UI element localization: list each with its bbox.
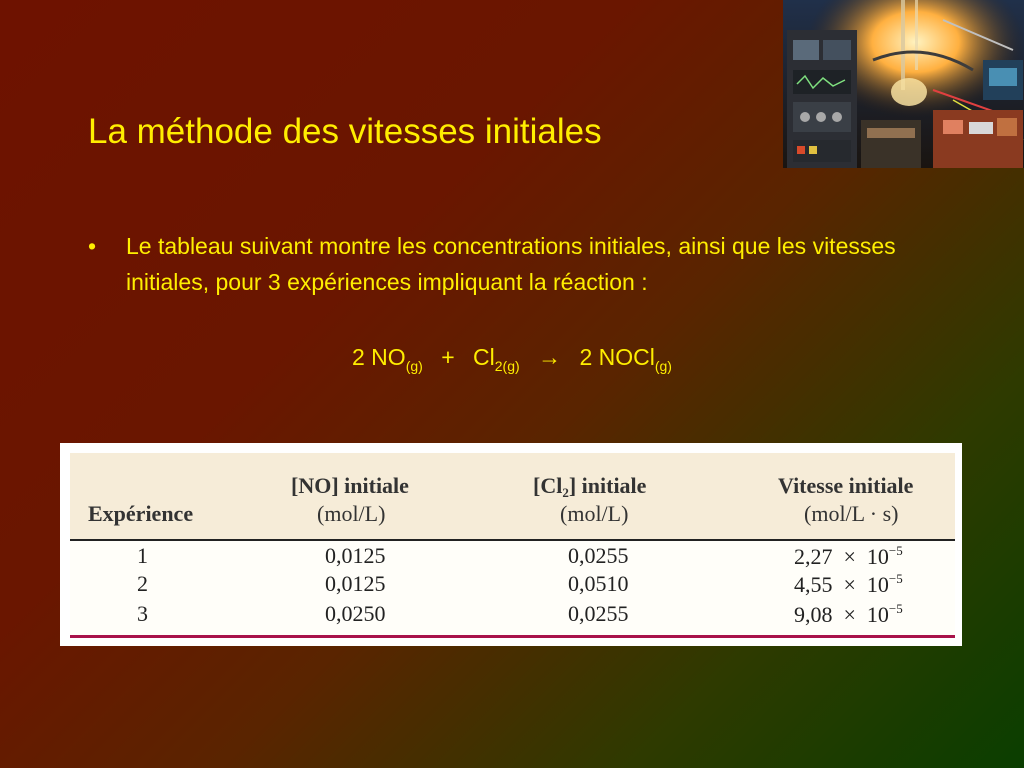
equation-state-3: (g) xyxy=(654,358,672,374)
row-3-rate-exp: −5 xyxy=(888,601,903,616)
row-3-cl2: 0,0255 xyxy=(568,601,629,626)
header-cl2-open: [Cl xyxy=(533,473,563,498)
equation-reactant-2: Cl xyxy=(473,344,495,370)
row-2-rate-mantissa: 4,55 xyxy=(794,572,833,597)
row-2-rate-base: 10 xyxy=(866,572,889,597)
header-cl2-close: ] initiale xyxy=(568,473,647,498)
equation-reactant-1: 2 NO xyxy=(352,344,406,370)
header-rate: Vitesse initiale xyxy=(778,473,914,498)
row-3-times: × xyxy=(843,602,856,627)
row-1-rate-exp: −5 xyxy=(888,543,903,558)
laboratory-photo-icon xyxy=(783,0,1024,168)
row-2-rate xyxy=(794,571,903,598)
row-1-times: × xyxy=(843,544,856,569)
row-1-rate xyxy=(794,543,903,570)
reaction-equation xyxy=(0,344,1024,374)
bullet-text: Le tableau suivant montre les concentrations initiales, ainsi que les vitesses initiales, pour 3 expériences impliquant la réaction : xyxy=(126,233,896,295)
row-3-rate xyxy=(794,601,903,628)
row-3-experience: 3 xyxy=(137,601,148,626)
header-rate-unit: (mol/L · s) xyxy=(804,501,899,526)
bullet-point xyxy=(88,228,948,300)
row-2-cl2: 0,0510 xyxy=(568,571,629,596)
header-no: [NO] initiale xyxy=(291,473,409,498)
header-experience: Expérience xyxy=(88,501,194,526)
row-1-rate-mantissa: 2,27 xyxy=(794,544,833,569)
row-2-no: 0,0125 xyxy=(325,571,386,596)
equation-arrow: → xyxy=(538,344,562,370)
row-1-experience: 1 xyxy=(137,543,148,568)
laboratory-equipment-photo xyxy=(783,0,1024,168)
row-3-rate-mantissa: 9,08 xyxy=(794,602,833,627)
data-table xyxy=(60,443,962,646)
header-no-unit: (mol/L) xyxy=(317,501,386,526)
row-2-rate-exp: −5 xyxy=(888,571,903,586)
table-bottom-rule xyxy=(70,635,955,638)
row-1-no: 0,0125 xyxy=(325,543,386,568)
row-3-rate-base: 10 xyxy=(866,602,889,627)
slide-title: La méthode des vitesses initiales xyxy=(88,112,602,151)
header-cl2 xyxy=(533,473,646,501)
row-2-experience: 2 xyxy=(137,571,148,596)
equation-product: 2 NOCl xyxy=(579,344,655,370)
equation-state-1: (g) xyxy=(405,358,423,374)
header-cl2-sub: 2 xyxy=(562,485,569,500)
row-3-no: 0,0250 xyxy=(325,601,386,626)
row-1-cl2: 0,0255 xyxy=(568,543,629,568)
header-cl2-unit: (mol/L) xyxy=(560,501,629,526)
equation-plus: + xyxy=(441,344,455,370)
row-1-rate-base: 10 xyxy=(866,544,889,569)
equation-state-2: 2(g) xyxy=(494,358,520,374)
bullet-dot: • xyxy=(88,233,97,259)
row-2-times: × xyxy=(843,572,856,597)
